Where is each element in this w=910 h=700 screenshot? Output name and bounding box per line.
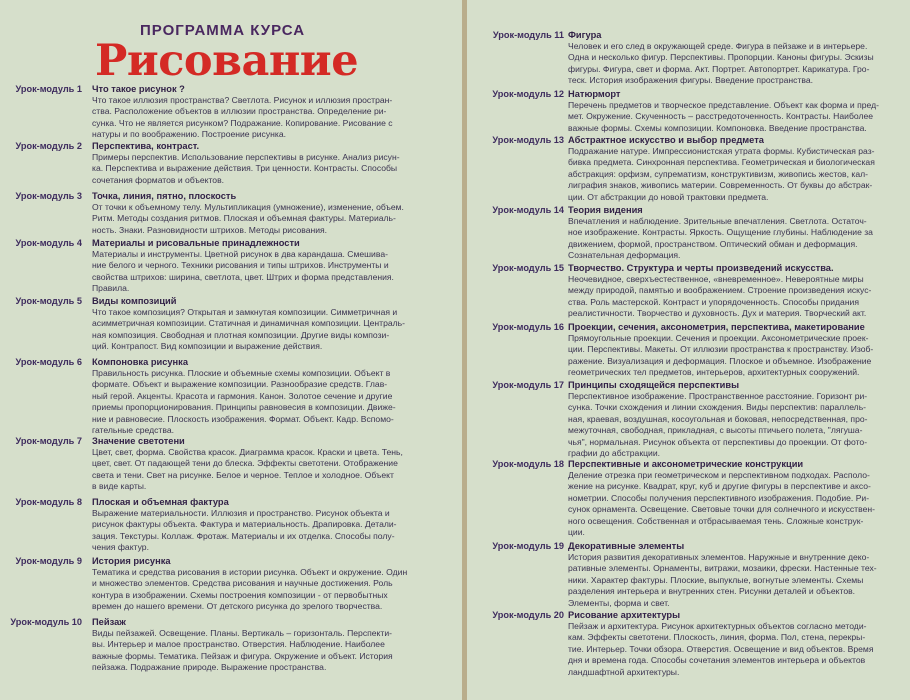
description-line: фигуры. Фигура, свет и форма. Акт. Портрет. Автопортрет. Карикатура. Гро- xyxy=(568,63,870,74)
lesson-module-description xyxy=(568,470,906,538)
lesson-module-title: Фигура xyxy=(568,30,602,40)
description-line: Пейзаж и архитектура. Рисунок архитектурных объектов согласно методи- xyxy=(568,621,867,631)
lesson-module-description xyxy=(92,249,450,295)
description-line: ции. Перспективы. Макеты. От иллюзии пространства к пространству. Изоб- xyxy=(568,344,874,355)
description-line: ции. xyxy=(568,527,585,538)
lesson-module-label: Урок-модуль 19 xyxy=(492,541,564,551)
description-line: ние белого и черного. Техники рисования и типы штрихов. Инструменты и xyxy=(92,260,389,271)
description-line: натуры и по воображению. Построение рисунка. xyxy=(92,129,287,140)
lesson-module-description xyxy=(568,100,906,134)
description-line: ность. Знаки. Разновидности штрихов. Методы рисования. xyxy=(92,224,328,235)
lesson-module-title: Творчество. Структура и черты произведений искусства. xyxy=(568,263,834,273)
description-line: Тематика и средства рисования в истории рисунка. Объект и окружение. Один xyxy=(92,567,408,577)
description-line: Материалы и инструменты. Цветной рисунок в два карандаша. Смешива- xyxy=(92,249,388,259)
description-line: лиграфия знаков, живопись материи. Современность. От буквы до абстрак- xyxy=(568,180,873,191)
description-line: приемы пропорционирования. Принципы равновесия в композиции. Движе- xyxy=(92,402,396,413)
description-line: контура в изображении. Схемы построения композиции - от первобытных xyxy=(92,589,388,600)
description-line: гательные средства. xyxy=(92,425,175,436)
lesson-module-label: Урок-модуль 11 xyxy=(492,30,564,40)
description-line: ражение. Визуализация и деформация. Плоское и объемное. Изображение xyxy=(568,355,872,366)
description-line: жение на рисунке. Квадрат, круг, куб и другие фигуры в перспективе и аксо- xyxy=(568,481,871,492)
lesson-module-description xyxy=(92,508,450,554)
description-line: Что такое иллюзия пространства? Светлота. Рисунок и иллюзия простран- xyxy=(92,95,393,105)
lesson-module-title: Абстрактное искусство и выбор предмета xyxy=(568,135,764,145)
description-line: рисунок фактуры объекта. Фактура и материальность. Драпировка. Детали- xyxy=(92,519,397,530)
description-line: бивка предмета. Синхронная перспектива. Геометрическая и биологическая xyxy=(568,157,875,168)
lesson-module-title: Точка, линия, пятно, плоскость xyxy=(92,191,237,201)
description-line: От точки к объемному телу. Мультипликация (умножение), изменение, объем. xyxy=(92,202,404,212)
description-line: Цвет, свет, форма. Свойства красок. Диаграмма красок. Краски и цвета. Тень, xyxy=(92,447,403,457)
description-line: Что такое композиция? Открытая и замкнутая композиции. Симметричная и xyxy=(92,307,398,317)
description-line: пейзажа. Подражание природе. Выражение пространства. xyxy=(92,662,327,673)
description-line: Виды пейзажей. Освещение. Планы. Вертикаль – горизонталь. Перспекти- xyxy=(92,628,393,638)
description-line: цвет, свет. От падающей тени до блеска. Эффекты светотени. Отображение xyxy=(92,458,398,469)
description-line: движением, формой, пространством. Оптический обман и деформация. xyxy=(568,238,858,249)
lesson-module-title: Натюрморт xyxy=(568,89,621,99)
description-line: разделения интерьера и внутренних стен. Рисунки деталей и объектов. xyxy=(568,586,856,597)
lesson-module-label: Урок-модуль 14 xyxy=(492,205,564,215)
lesson-module-title: Проекции, сечения, аксонометрия, перспектива, макетирование xyxy=(568,322,865,332)
description-line: ций. Контрапост. Вид композиции и выражение действия. xyxy=(92,341,323,352)
lesson-module-title: Принципы сходящейся перспективы xyxy=(568,380,740,390)
lesson-module-description xyxy=(568,391,906,459)
description-line: ники. Характер фактуры. Плоские, выпуклые, вогнутые элементы. Схемы xyxy=(568,574,864,585)
description-line: Примеры перспектив. Использование перспективы в рисунке. Анализ рисун- xyxy=(92,152,400,162)
lesson-module-label: Урок-модуль 10 xyxy=(10,617,82,627)
description-line: Перечень предметов и творческое представление. Объект как форма и пред- xyxy=(568,100,879,110)
description-line: между природой, памятью и воображением. Строение произведения искус- xyxy=(568,285,872,296)
description-line: нометрии. Способы получения перспективного изображения. Подобие. Ри- xyxy=(568,492,870,503)
lesson-module-description xyxy=(92,202,450,236)
description-line: ративные элементы. Орнаменты, витражи, мозаики, фрески. Настенные тех- xyxy=(568,563,877,574)
description-line: ции. От абстракции до новой трактовки предмета. xyxy=(568,191,769,202)
lesson-module-title: Рисование архитектуры xyxy=(568,610,681,620)
lesson-module-title: Перспективные и аксонометрические конструкции xyxy=(568,459,804,469)
description-line: ландшафтной архитектуры. xyxy=(568,666,680,677)
lesson-module-description xyxy=(92,307,450,353)
lesson-module-title: Компоновка рисунка xyxy=(92,357,188,367)
lesson-module-description xyxy=(568,41,906,87)
description-line: ние и равновесие. Плоскость изображения. Формат. Объект. Кадр. Вспомо- xyxy=(92,413,394,424)
description-line: тие. Интерьер. Точки обзора. Отверстия. Освещение и вид объектов. Время xyxy=(568,643,874,654)
description-line: сунок орнамента. Освещение. Световые точки для солнечного и искусствен- xyxy=(568,504,875,515)
lesson-module-label: Урок-модуль 4 xyxy=(15,238,82,248)
description-line: Элементы, форма и свет. xyxy=(568,597,670,608)
description-line: кам. Эффекты светотени. Плоскость, линия, форма. Пол, стена, перекры- xyxy=(568,632,866,643)
description-line: ка. Перспектива и выражение действия. Три ценности. Контрасты. Способы xyxy=(92,163,398,174)
description-line: графии до абстракции. xyxy=(568,448,661,459)
description-line: чья", нормальная. Рисунок объекта от перспективы до проекции. От фото- xyxy=(568,436,868,447)
lesson-module-description xyxy=(568,621,906,678)
description-line: света и тени. Свет на рисунке. Белое и черное. Теплое и холодное. Объект xyxy=(92,469,394,480)
description-line: Неочевидное, сверхъестественное, «вневременное». Невероятные миры xyxy=(568,274,864,284)
description-line: Ритм. Методы создания ритмов. Плоская и объемная фактуры. Материаль- xyxy=(92,213,396,224)
description-line: Подражание натуре. Импрессионистская утрата формы. Кубистическая раз- xyxy=(568,146,875,156)
description-line: Выражение материальности. Иллюзия и пространство. Рисунок объекта и xyxy=(92,508,390,518)
lesson-module-label: Урок-модуль 1 xyxy=(15,84,82,94)
lesson-module-label: Урок-модуль 15 xyxy=(492,263,564,273)
lesson-module-title: Теория видения xyxy=(568,205,643,215)
lesson-module-title: Пейзаж xyxy=(92,617,126,627)
description-line: в виде карты. xyxy=(92,481,147,492)
description-line: ная композиция. Свободная и плотная композиции. Другие виды компози- xyxy=(92,329,390,340)
lesson-module-label: Урок-модуль 2 xyxy=(15,141,82,151)
right-page xyxy=(467,0,910,700)
description-line: абстракция: орфизм, супрематизм, конструктивизм, живопись жестов, кал- xyxy=(568,168,869,179)
description-line: Деление отрезка при геометрическом и перспективном подходах. Располо- xyxy=(568,470,870,480)
lesson-module-description xyxy=(568,552,906,609)
description-line: ного освещения. Собственная и отбрасываемая тень. Сложные конструк- xyxy=(568,515,864,526)
description-line: История развития декоративных элементов. Наружные и внутренние деко- xyxy=(568,552,870,562)
lesson-module-label: Урок-модуль 13 xyxy=(492,135,564,145)
description-line: ства. Расположение объектов в иллюзии пространства. Определение ри- xyxy=(92,106,387,117)
description-line: Правильность рисунка. Плоские и объемные схемы композиции. Объект в xyxy=(92,368,391,378)
description-line: времен до нашего времени. От детского рисунка до зрелого творчества. xyxy=(92,601,383,612)
description-line: реалистичности. Творчество и духовность. Дух и материя. Творческий акт. xyxy=(568,308,867,319)
lesson-module-label: Урок-модуль 17 xyxy=(492,380,564,390)
description-line: формате. Объект и выражение композиции. Разнообразие средств. Глав- xyxy=(92,379,388,390)
description-line: сочетания форматов и объектов. xyxy=(92,174,225,185)
description-line: Правила. xyxy=(92,283,130,294)
description-line: Одна и несколько фигур. Перспективы. Пропорции. Каноны фигуры. Эскизы xyxy=(568,52,874,63)
description-line: свойства штрихов: ширина, светлота, цвет. Штрих и форма представления. xyxy=(92,271,394,282)
description-line: важные формы. Схемы композиции. Компоновка. Введение пространства. xyxy=(568,122,867,133)
description-line: ная, краевая, воздушная, косоугольная и боковая, непосредственная, про- xyxy=(568,413,868,424)
lesson-module-title: Значение светотени xyxy=(92,436,185,446)
lesson-module-description xyxy=(92,628,450,674)
lesson-module-label: Урок-модуль 5 xyxy=(15,296,82,306)
lesson-module-description xyxy=(92,95,450,141)
lesson-module-label: Урок-модуль 9 xyxy=(15,556,82,566)
lesson-module-title: История рисунка xyxy=(92,556,171,566)
description-line: асимметричная композиции. Статичная и динамичная композиции. Централь- xyxy=(92,318,406,329)
description-line: вы. Интерьер и малое пространство. Отверстия. Наблюдение. Наиболее xyxy=(92,639,385,650)
course-title: Рисование xyxy=(95,36,359,86)
lesson-module-label: Урок-модуль 8 xyxy=(15,497,82,507)
description-line: чения фактур. xyxy=(92,542,149,553)
lesson-module-label: Урок-модуль 7 xyxy=(15,436,82,446)
lesson-module-label: Урок-модуль 6 xyxy=(15,357,82,367)
description-line: ства. Роль мастерской. Контраст и упорядоченность. Способы придания xyxy=(568,296,860,307)
lesson-module-description xyxy=(568,274,906,320)
lesson-module-description xyxy=(568,146,906,203)
lesson-module-label: Урок-модуль 20 xyxy=(492,610,564,620)
course-program-subtitle: ПРОГРАММА КУРСА xyxy=(140,22,306,39)
lesson-module-label: Урок-модуль 18 xyxy=(492,459,564,469)
lesson-module-description xyxy=(92,152,450,186)
description-line: Прямоугольные проекции. Сечения и проекции. Аксонометрические проек- xyxy=(568,333,869,343)
description-line: Человек и его след в окружающей среде. Фигура в пейзаже и в интерьере. xyxy=(568,41,868,51)
lesson-module-title: Виды композиций xyxy=(92,296,177,306)
lesson-module-description xyxy=(568,216,906,262)
description-line: сунка. Что не является рисунком? Подражание. Копирование. Рисование с xyxy=(92,117,393,128)
lesson-module-description xyxy=(92,368,450,436)
description-line: сунка. Точки схождения и линии схождения. Виды перспектив: параллель- xyxy=(568,402,867,413)
lesson-module-label: Урок-модуль 3 xyxy=(15,191,82,201)
description-line: теск. История изображения фигуры. Введение пространства. xyxy=(568,75,814,86)
description-line: ное изображение. Контрасты. Яркость. Ощущение глубины. Наблюдение за xyxy=(568,227,873,238)
lesson-module-description xyxy=(92,567,450,613)
description-line: мет. Окружение. Скученность – расстредоточенность. Контрасты. Наиболее xyxy=(568,111,874,122)
lesson-module-title: Перспектива, контраст. xyxy=(92,141,200,151)
description-line: Сознательная деформация. xyxy=(568,250,681,261)
lesson-module-title: Декоративные элементы xyxy=(568,541,685,551)
lesson-module-description xyxy=(92,447,450,493)
description-line: дня и времена года. Способы сочетания элементов интерьера и объектов xyxy=(568,655,866,666)
lesson-module-label: Урок-модуль 12 xyxy=(492,89,564,99)
description-line: Перспективное изображение. Пространственное расстояние. Горизонт ри- xyxy=(568,391,868,401)
lesson-module-description xyxy=(568,333,906,379)
description-line: зация. Текстуры. Коллаж. Фротаж. Материалы и их отделка. Способы полу- xyxy=(92,530,395,541)
description-line: и множество элементов. Средства рисования и научные достижения. Роль xyxy=(92,578,393,589)
description-line: Впечатления и наблюдение. Зрительные впечатления. Светлота. Остаточ- xyxy=(568,216,867,226)
lesson-module-title: Плоская и объемная фактура xyxy=(92,497,229,507)
lesson-module-title: Материалы и рисовальные принадлежности xyxy=(92,238,300,248)
lesson-module-title: Что такое рисунок ? xyxy=(92,84,185,94)
lesson-module-label: Урок-модуль 16 xyxy=(492,322,564,332)
description-line: геометрических тел предметов, интерьеров, архитектурных сооружений. xyxy=(568,367,860,378)
description-line: межуточная, свободная, прикладная, с высоты птичьего полета, "лягуша- xyxy=(568,425,863,436)
description-line: ный герой. Акценты. Красота и гармония. Канон. Золотое сечение и другие xyxy=(92,390,393,401)
description-line: важные формы. Тематика. Пейзаж и фигура. Окружение и объект. История xyxy=(92,650,393,661)
